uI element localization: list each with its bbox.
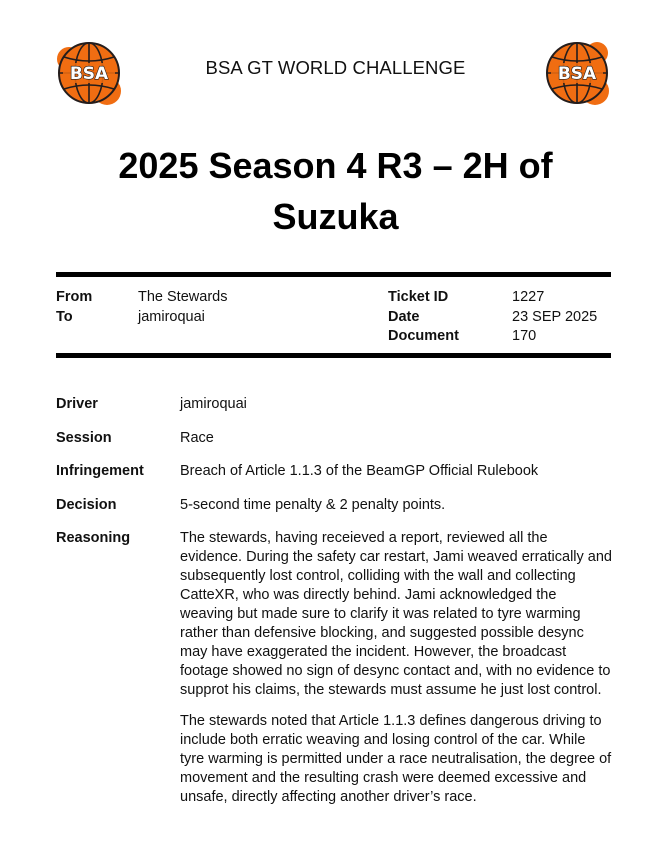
decision-row (56, 496, 616, 515)
driver-value: jamiroquai (180, 396, 247, 412)
driver-row (56, 395, 616, 414)
date-label: Date (388, 308, 420, 325)
ticket-id-label: Ticket ID (388, 289, 449, 305)
ticket-info-block (388, 288, 597, 347)
globe-logo-icon (541, 37, 613, 109)
from-row (56, 288, 227, 308)
decision-label: Decision (56, 496, 117, 513)
reasoning-paragraph: The stewards, having receieved a report, reviewed all the evidence. During the safety car restart, Jami weaved erratically and subsequently lost control, colliding with the wall and collecting CatteXR, who was directly behind. Jami acknowledged the weaving but made sure to clarify it was related to tyre warming rather than defensive blocking, and suggested possible desync may have exaggerated the incident. However, the broadcast footage showed no sign of desync contact and, with no evidence to supprot his claims, the stewards must assume he just lost control. (180, 530, 612, 698)
decision-value: 5-second time penalty & 2 penalty points. (180, 496, 446, 513)
logo-text: BSA (69, 64, 109, 84)
document-value: 170 (512, 328, 537, 344)
reasoning-label: Reasoning (56, 530, 131, 546)
reasoning-row (56, 529, 616, 819)
ticket-row (388, 288, 597, 308)
infringement-label: Infringement (56, 463, 144, 479)
bsa-logo-right (541, 37, 613, 109)
from-value: The Stewards (138, 289, 228, 305)
session-value: Race (180, 429, 214, 446)
from-label: From (56, 289, 93, 305)
logo-text: BSA (557, 64, 597, 84)
session-row (56, 429, 616, 448)
session-label: Session (56, 429, 112, 446)
reasoning-text (180, 529, 612, 819)
infringement-row (56, 462, 616, 481)
to-label: To (56, 308, 73, 325)
series-title: BSA GT WORLD CHALLENGE (205, 57, 466, 78)
ticket-id-value: 1227 (512, 289, 545, 305)
to-row (56, 308, 227, 328)
to-value: jamiroquai (138, 308, 205, 325)
infringement-value: Breach of Article 1.1.3 of the BeamGP Official Rulebook (180, 463, 539, 479)
document-label: Document (388, 328, 459, 344)
document-row (388, 327, 597, 347)
sender-recipient-block (56, 288, 227, 327)
date-value: 23 SEP 2025 (512, 308, 598, 325)
date-row (388, 308, 597, 328)
divider-bottom (56, 353, 611, 358)
reasoning-paragraph: The stewards noted that Article 1.1.3 defines dangerous driving to include both erratic weaving and losing control of the car. While tyre warming is permitted under a race neutralisation, the degree of movement and the resulting crash were deemed excessive and unsafe, directly affecting another driver’s race. (180, 713, 612, 805)
decision-details (56, 395, 616, 834)
divider-top (56, 272, 611, 277)
document-title: 2025 Season 4 R3 – 2H of Suzuka (118, 145, 553, 237)
driver-label: Driver (56, 396, 98, 412)
